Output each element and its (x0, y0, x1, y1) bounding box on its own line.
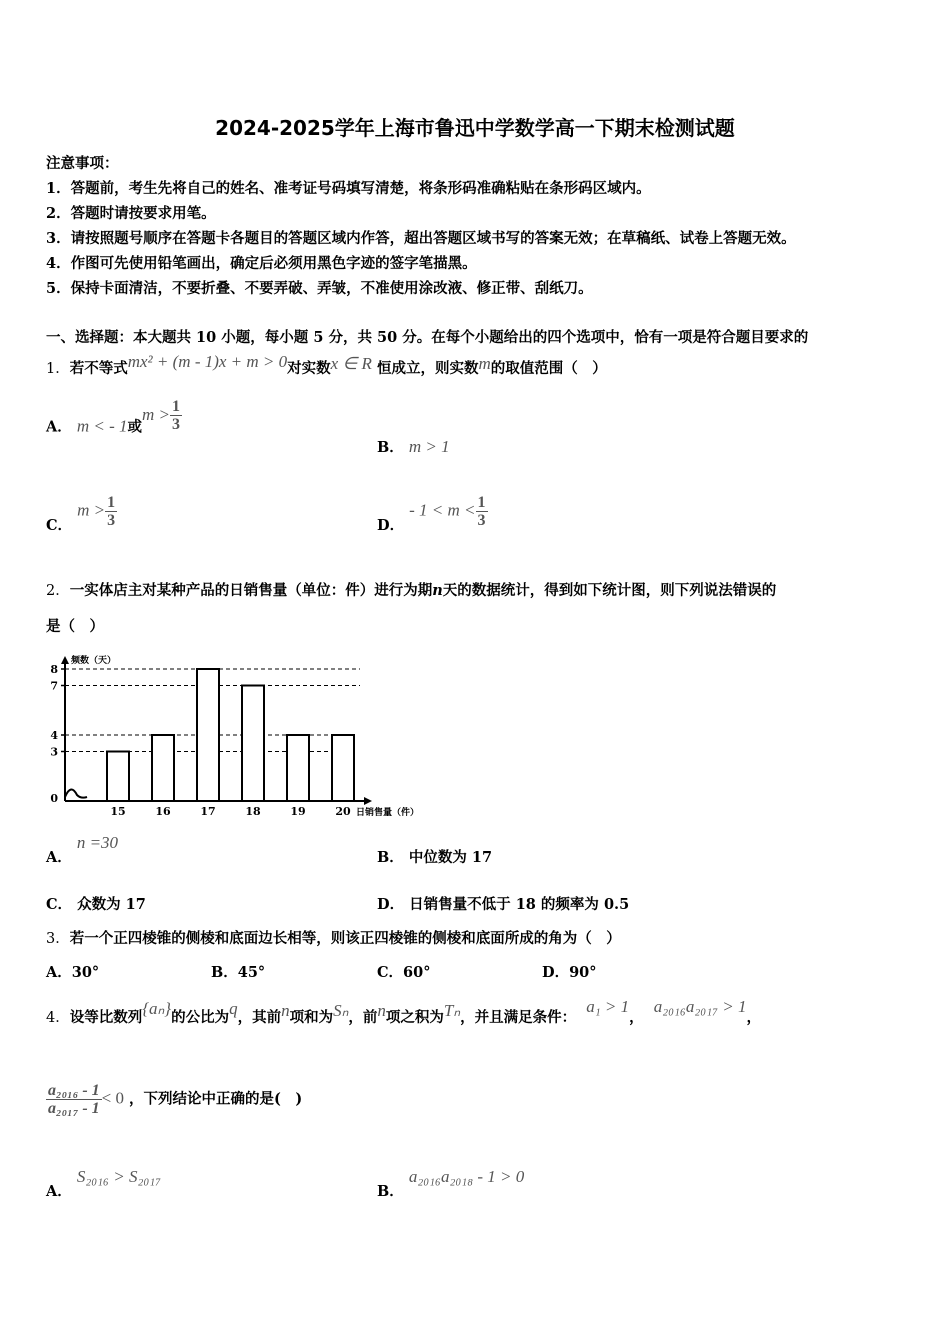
q4-option-b[interactable] (377, 1166, 525, 1200)
q4-text: ， (629, 1009, 644, 1026)
q4-var: Tₙ (443, 1001, 461, 1020)
option-expr: m > (142, 404, 170, 424)
q4-text: ， (746, 1009, 761, 1026)
option-text: 中位数为 17 (408, 849, 493, 866)
bar-chart (40, 648, 440, 818)
x-tick-label: 16 (155, 805, 171, 818)
question-number: 1． (46, 361, 70, 377)
q1-text: 的取值范围（ ） (490, 360, 607, 377)
fraction: $\frac{1}{3}$ (107, 494, 116, 529)
notice-item: 2．答题时请按要求用笔。 (46, 205, 216, 222)
q1-option-a[interactable] (46, 398, 182, 445)
fraction: $\frac{\text{a₂₀₁₆ - 1}}{\text{a₂₀₁₇ - 1}}$ (48, 1082, 100, 1117)
fraction: $\frac{1}{3}$ (477, 494, 486, 529)
q4-text: ，前 (348, 1009, 378, 1026)
q4-seq: {aₙ} (142, 999, 172, 1018)
bar (107, 752, 129, 802)
bar (152, 735, 174, 801)
q2-text-cont: 是（ ） (46, 618, 104, 635)
q4-text: 项之积为 (385, 1009, 444, 1026)
option-text: 日销售量不低于 18 的频率为 0.5 (409, 896, 630, 913)
bar (242, 686, 264, 802)
q4-var: Sₙ (333, 1001, 349, 1020)
q4-condition: < 0 (101, 1088, 124, 1108)
q4-text: 设等比数列 (69, 1009, 143, 1026)
y-tick-label: 7 (50, 679, 58, 693)
x-tick-label: 18 (245, 805, 261, 818)
notice-item: 4．作图可先使用铅笔画出，确定后必须用黑色字迹的签字笔描黑。 (46, 255, 477, 272)
option-label: B． (377, 1183, 404, 1200)
y-tick-label: 0 (50, 792, 58, 805)
option-label: C． (46, 516, 73, 534)
y-axis-label: 频数（天） (71, 656, 117, 666)
q2-text: 一实体店主对某种产品的日销售量（单位：件）进行为期 (69, 582, 433, 599)
option-expr: n =30 (76, 833, 119, 852)
question-number: 3． (46, 931, 70, 947)
fraction: $\frac{1}{3}$ (172, 398, 180, 433)
y-tick-label: 4 (50, 729, 58, 742)
question-number: 4． (46, 1010, 70, 1026)
option-label: A． (46, 849, 72, 866)
q4-var: n (377, 1001, 386, 1020)
option-text: 或 (127, 418, 142, 436)
q1-var: m (478, 354, 491, 373)
y-axis-arrow (61, 656, 69, 664)
q4-text: ，其前 (237, 1009, 282, 1026)
q1-inequality: mx² + (m - 1)x + m > 0 (127, 352, 288, 371)
q4-condition-3 (46, 1082, 302, 1117)
q2-var: n (432, 582, 443, 599)
notice-item: 3．请按照题号顺序在答题卡各题目的答题区域内作答，超出答题区域书写的答案无效；在草稿纸、试卷上答题无效。 (46, 230, 796, 247)
q4-condition: a₂₀₁₆a₂₀₁₇ > 1 (653, 997, 747, 1016)
option-expr: - 1 < m < (409, 500, 476, 520)
question-2 (46, 579, 776, 600)
question-3 (46, 927, 621, 948)
q1-domain: x ∈ R (330, 354, 372, 373)
q3-option-b[interactable]: B．45° (211, 964, 266, 981)
q2-option-d[interactable] (377, 893, 629, 914)
option-expr: m > 1 (408, 437, 450, 456)
notice-heading: 注意事项： (46, 155, 119, 172)
question-number: 2． (46, 583, 70, 599)
q4-option-a[interactable] (46, 1166, 162, 1200)
page-title: 2024-2025学年上海市鲁迅中学数学高一下期末检测试题 (215, 116, 735, 140)
q3-option-a[interactable]: A．30° (46, 964, 100, 981)
q4-text: ，并且满足条件： (460, 1009, 577, 1026)
bar (197, 669, 219, 801)
q3-option-c[interactable]: C．60° (377, 964, 431, 981)
q3-text: 若一个正四棱锥的侧棱和底面边长相等，则该正四棱锥的侧棱和底面所成的角为（ ） (69, 930, 621, 947)
q4-text: 项和为 (289, 1009, 334, 1026)
option-label: B． (377, 849, 404, 866)
notice-item: 5．保持卡面清洁，不要折叠、不要弄破、弄皱，不准使用涂改液、修正带、刮纸刀。 (46, 280, 593, 297)
question-4 (46, 997, 761, 1027)
y-tick-label: 3 (50, 745, 58, 759)
bar (332, 735, 354, 801)
option-text: 众数为 17 (77, 896, 146, 913)
q2-option-a[interactable] (46, 832, 119, 866)
notice-item: 1．答题前，考生先将自己的姓名、准考证号码填写清楚，将条形码准确粘贴在条形码区域内。 (46, 180, 651, 197)
q3-option-d[interactable]: D．90° (542, 964, 597, 981)
q1-option-d[interactable] (377, 494, 488, 534)
option-label: D． (377, 896, 405, 913)
q4-text: 的公比为 (171, 1009, 230, 1026)
q4-condition: a₁ > 1 (586, 997, 630, 1016)
axis-break (65, 789, 87, 797)
option-expr: m > (77, 500, 106, 520)
q1-text: 若不等式 (69, 360, 128, 377)
q1-option-b[interactable] (377, 436, 450, 457)
bar (287, 735, 309, 801)
q4-var: q (229, 999, 238, 1018)
x-axis-label: 日销售量（件） (356, 808, 420, 818)
y-tick-label: 8 (50, 663, 58, 676)
x-tick-label: 20 (335, 805, 351, 818)
x-tick-label: 17 (200, 805, 216, 818)
question-1 (46, 352, 607, 378)
q2-option-b[interactable] (377, 846, 492, 867)
q1-text: 恒成立，则实数 (376, 360, 479, 377)
q4-var: n (281, 1001, 290, 1020)
option-label: D． (377, 516, 405, 534)
q2-text: 天的数据统计，得到如下统计图，则下列说法错误的 (442, 582, 777, 599)
q4-text: ，下列结论中正确的是( ) (129, 1090, 303, 1108)
x-axis-arrow (364, 797, 372, 805)
option-expr: m < - 1 (76, 416, 128, 436)
x-tick-label: 19 (290, 805, 306, 818)
q1-text: 对实数 (287, 360, 331, 377)
section-heading: 一、选择题：本大题共 10 小题，每小题 5 分，共 50 分。在每个小题给出的四个选项中，恰有一项是符合题目要求的 (46, 329, 809, 346)
q2-option-c[interactable] (46, 893, 146, 914)
option-label: C． (46, 896, 73, 913)
x-tick-label: 15 (110, 805, 126, 818)
option-label: B． (377, 439, 404, 456)
q1-option-c[interactable] (46, 494, 117, 534)
option-label: A． (46, 418, 72, 436)
option-expr: S₂₀₁₆ > S₂₀₁₇ (76, 1167, 162, 1186)
option-label: A． (46, 1183, 72, 1200)
option-expr: a₂₀₁₆a₂₀₁₈ - 1 > 0 (408, 1167, 525, 1186)
